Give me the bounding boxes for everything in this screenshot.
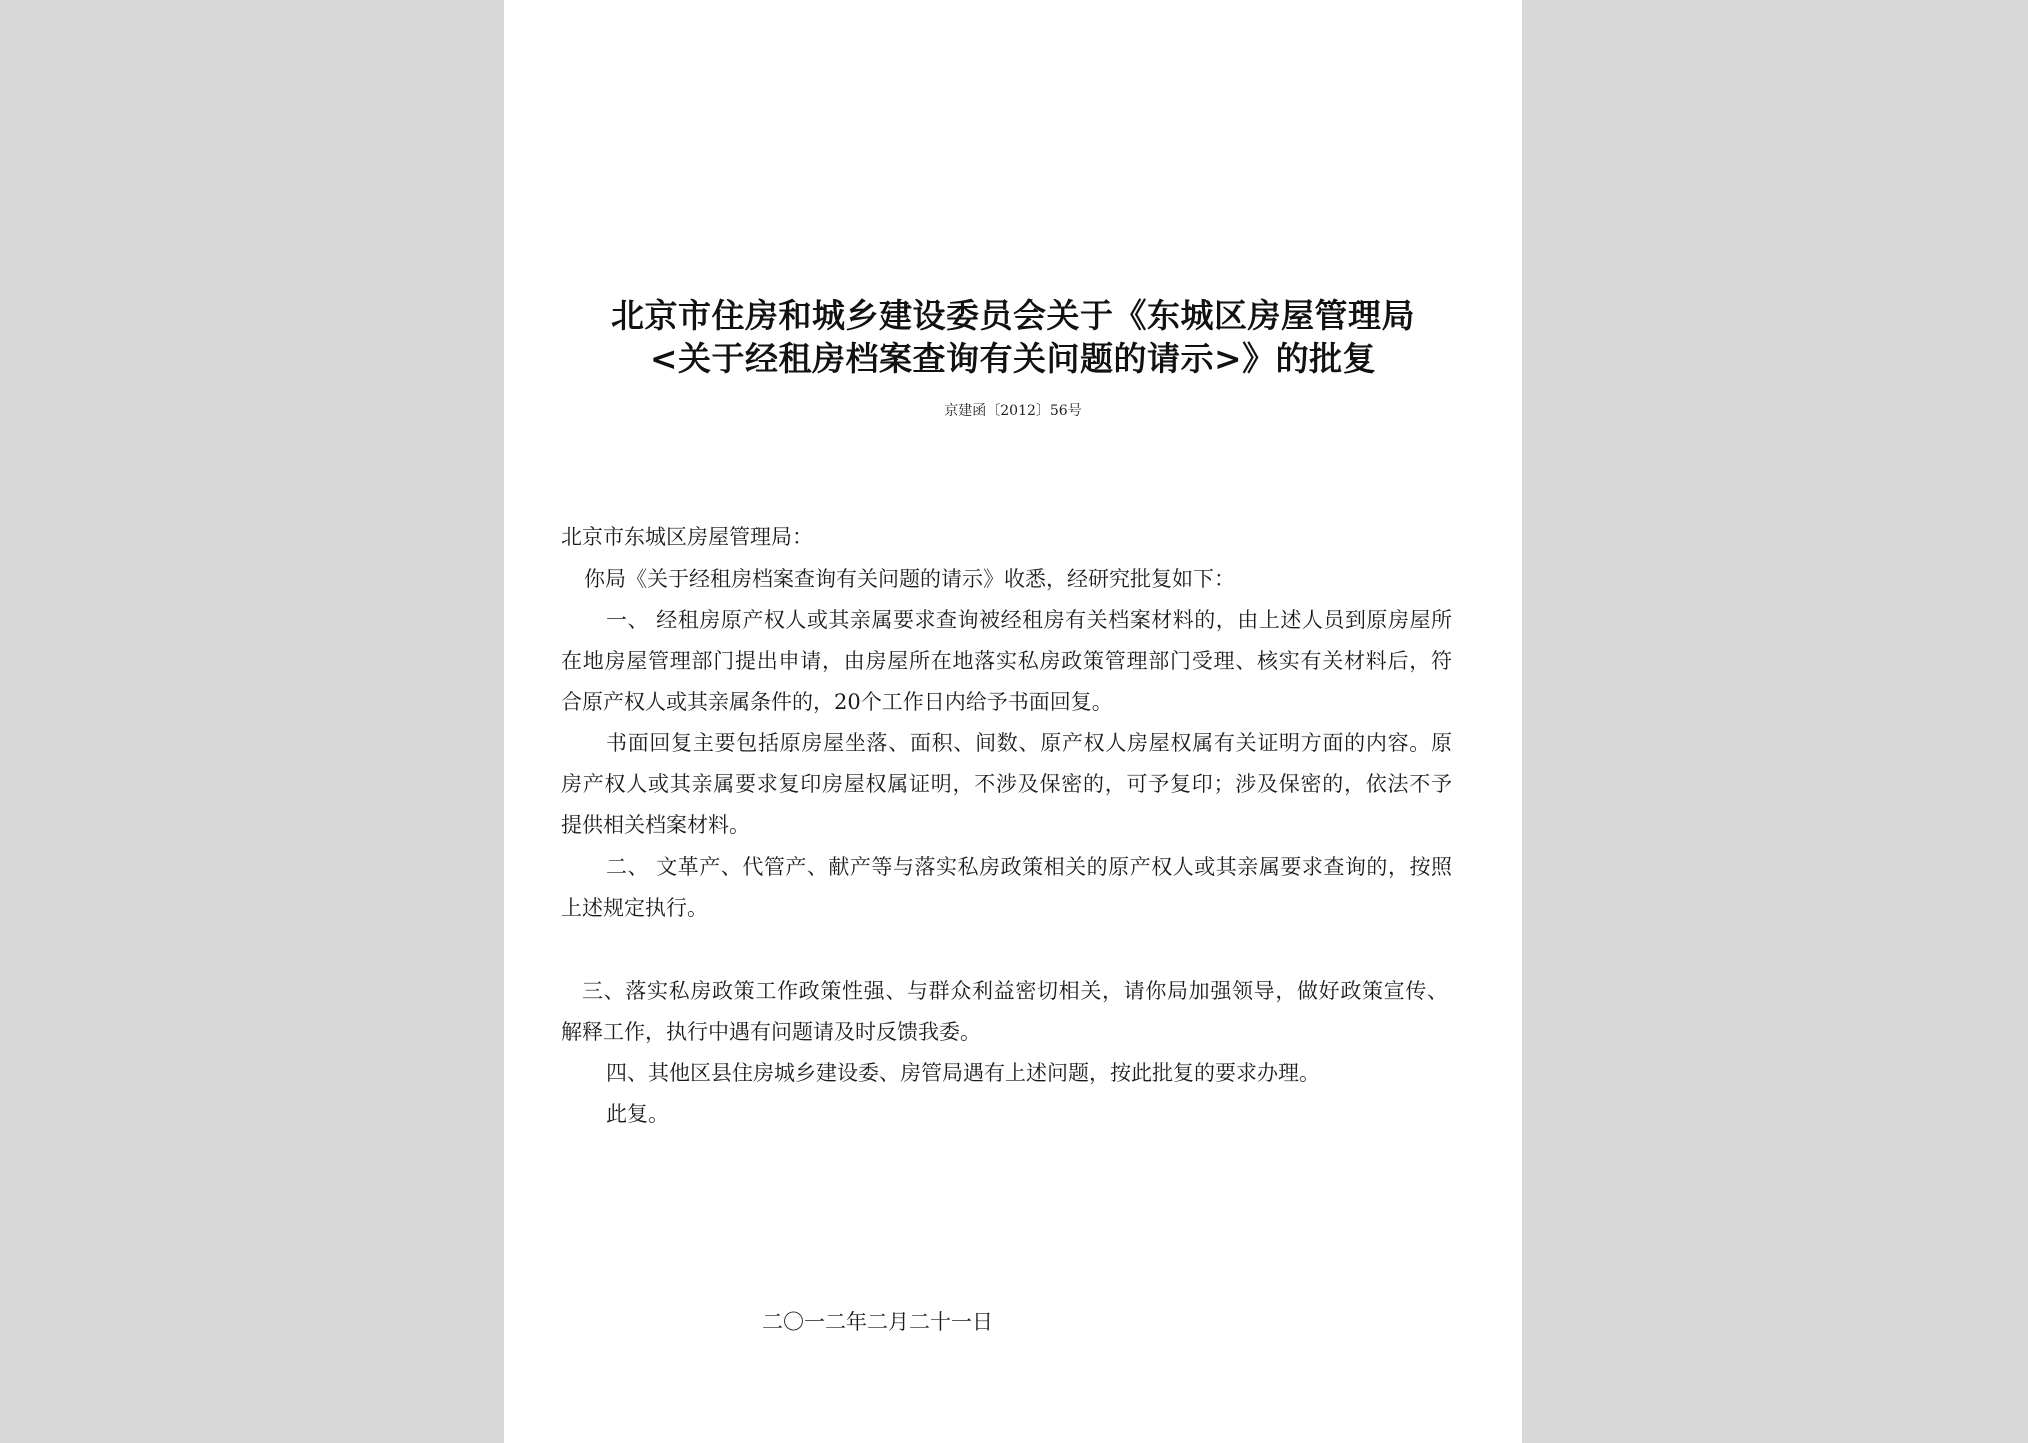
addressee: 北京市东城区房屋管理局：	[561, 525, 813, 549]
document-number: 京建函〔2012〕56号	[944, 403, 1082, 419]
body-line-3: 在地房屋管理部门提出申请，由房屋所在地落实私房政策管理部门受理、核实有关材料后，符	[561, 649, 1452, 673]
body-line-2: 一、 经租房原产权人或其亲属要求查询被经租房有关档案材料的，由上述人员到原房屋所	[606, 608, 1452, 632]
document-date: 二〇一二年二月二十一日	[762, 1310, 993, 1334]
document-page	[504, 0, 1522, 1443]
body-line-10: 三、落实私房政策工作政策性强、与群众利益密切相关，请你局加强领导，做好政策宣传、	[582, 979, 1448, 1003]
body-line-8: 二、 文革产、代管产、献产等与落实私房政策相关的原产权人或其亲属要求查询的，按照	[606, 855, 1452, 879]
title-line-2: <关于经租房档案查询有关问题的请示>》的批复	[649, 339, 1377, 378]
body-line-11: 解释工作，执行中遇有问题请及时反馈我委。	[561, 1020, 981, 1044]
body-line-12: 四、其他区县住房城乡建设委、房管局遇有上述问题，按此批复的要求办理。	[606, 1061, 1320, 1085]
body-line-6: 房产权人或其亲属要求复印房屋权属证明，不涉及保密的，可予复印；涉及保密的，依法不予	[561, 772, 1452, 796]
title-line-1: 北京市住房和城乡建设委员会关于《东城区房屋管理局	[611, 296, 1415, 335]
body-line-1: 你局《关于经租房档案查询有关问题的请示》收悉，经研究批复如下：	[584, 567, 1235, 591]
closing: 此复。	[606, 1102, 669, 1126]
body-line-5: 书面回复主要包括原房屋坐落、面积、间数、原产权人房屋权属有关证明方面的内容。原	[606, 731, 1452, 755]
body-line-4: 合原产权人或其亲属条件的，20个工作日内给予书面回复。	[561, 690, 1113, 714]
body-line-9: 上述规定执行。	[561, 896, 708, 920]
body-line-7: 提供相关档案材料。	[561, 813, 750, 837]
